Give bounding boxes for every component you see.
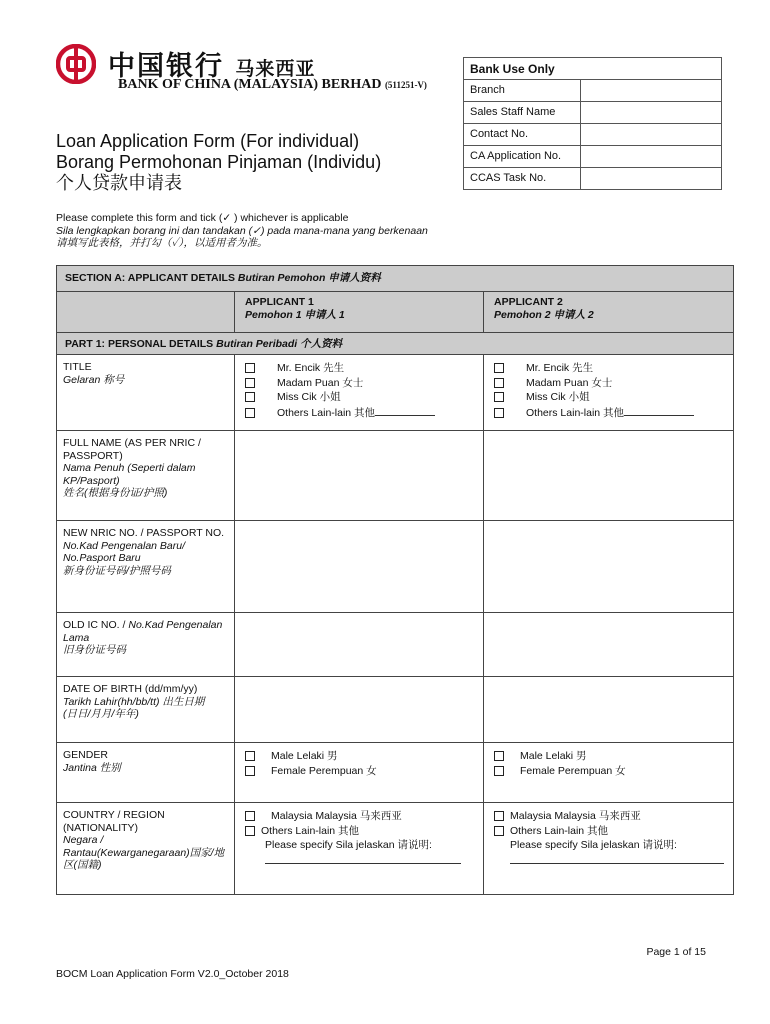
- others-line[interactable]: [375, 405, 435, 416]
- blank-header-cell: [57, 292, 235, 333]
- a2-dob-field[interactable]: [484, 677, 734, 743]
- checkbox-icon[interactable]: [494, 826, 504, 836]
- a2-country-others[interactable]: Others Lain-lain 其他: [494, 824, 727, 839]
- a1-title-miss[interactable]: Miss Cik 小姐: [245, 390, 477, 405]
- checkbox-icon[interactable]: [494, 363, 504, 373]
- branch-field[interactable]: [581, 80, 722, 102]
- a2-nric-field[interactable]: [484, 521, 734, 613]
- checkbox-icon[interactable]: [494, 378, 504, 388]
- a1-title-madam[interactable]: Madam Puan 女士: [245, 376, 477, 391]
- a2-gender-female[interactable]: Female Perempuan 女: [494, 764, 727, 779]
- a1-fullname-field[interactable]: [235, 431, 484, 521]
- a2-specify-line[interactable]: [510, 853, 724, 864]
- checkbox-icon[interactable]: [245, 408, 255, 418]
- bank-chinese-name: 中国银行 马来西亚: [108, 51, 316, 82]
- a1-gender-male[interactable]: Male Lelaki 男: [245, 749, 477, 764]
- a2-title-mr[interactable]: Mr. Encik 先生: [494, 361, 727, 376]
- fullname-label: FULL NAME (AS PER NRIC / PASSPORT) Nama Penuh (Seperti dalam KP/Pasport) 姓名(根据身份证/护照): [57, 431, 235, 521]
- a1-nric-field[interactable]: [235, 521, 484, 613]
- form-title: [56, 131, 381, 194]
- checkbox-icon[interactable]: [494, 392, 504, 402]
- ccas-task-label: CCAS Task No.: [464, 168, 581, 190]
- ca-application-label: CA Application No.: [464, 146, 581, 168]
- a1-country-malaysia[interactable]: Malaysia Malaysia 马来西亚: [245, 809, 477, 824]
- checkbox-icon[interactable]: [245, 811, 255, 821]
- sales-staff-field[interactable]: [581, 102, 722, 124]
- a1-gender-female[interactable]: Female Perempuan 女: [245, 764, 477, 779]
- applicant-details-table: [56, 265, 734, 895]
- checkbox-icon[interactable]: [494, 811, 504, 821]
- a1-country-others[interactable]: Others Lain-lain 其他: [245, 824, 477, 839]
- applicant1-header: APPLICANT 1 Pemohon 1 申请人 1: [235, 292, 484, 333]
- a1-dob-field[interactable]: [235, 677, 484, 743]
- country-label: COUNTRY / REGION (NATIONALITY) Negara / Rantau(Kewarganegaraan)国家/地区(国籍): [57, 803, 235, 895]
- oldic-label: OLD IC NO. / No.Kad Pengenalan Lama 旧身份证号码: [57, 613, 235, 677]
- a2-title-others[interactable]: Others Lain-lain 其他: [494, 405, 727, 421]
- checkbox-icon[interactable]: [245, 766, 255, 776]
- a1-gender-options: [235, 743, 484, 803]
- form-title-zh: 个人贷款申请表: [56, 173, 182, 193]
- a1-specify-label: Please specify Sila jelaskan 请说明:: [265, 839, 432, 851]
- instruction-zh: 请填写此表格，并打勾（✓），以适用者为准。: [56, 237, 268, 249]
- checkbox-icon[interactable]: [494, 751, 504, 761]
- title-label: TITLE Gelaran 称号: [57, 355, 235, 431]
- applicant2-header: APPLICANT 2 Pemohon 2 申请人 2: [484, 292, 734, 333]
- applicant1-title-options: [235, 355, 484, 431]
- a1-title-mr[interactable]: Mr. Encik 先生: [245, 361, 477, 376]
- bank-use-title: Bank Use Only: [464, 58, 722, 80]
- a1-country-options: [235, 803, 484, 895]
- checkbox-icon[interactable]: [245, 826, 255, 836]
- part1-header: PART 1: PERSONAL DETAILS Butiran Peribadi 个人资料: [57, 333, 734, 355]
- gender-label: GENDER Jantina 性别: [57, 743, 235, 803]
- checkbox-icon[interactable]: [245, 363, 255, 373]
- others-line[interactable]: [624, 405, 694, 416]
- a2-gender-male[interactable]: Male Lelaki 男: [494, 749, 727, 764]
- checkbox-icon[interactable]: [494, 408, 504, 418]
- bank-of-china-logo-icon: [56, 44, 96, 84]
- form-title-ms: Borang Permohonan Pinjaman (Individu): [56, 152, 382, 172]
- a2-country-malaysia[interactable]: Malaysia Malaysia 马来西亚: [494, 809, 727, 824]
- instruction-ms: Sila lengkapkan borang ini dan tandakan (✓) pada mana-mana yang berkenaan: [56, 224, 428, 237]
- document-version: BOCM Loan Application Form V2.0_October 2018: [56, 968, 289, 980]
- form-title-en: Loan Application Form (For individual): [56, 131, 360, 151]
- ccas-task-field[interactable]: [581, 168, 722, 190]
- a2-oldic-field[interactable]: [484, 613, 734, 677]
- section-a-header: SECTION A: APPLICANT DETAILS Butiran Pemohon 申请人资料: [57, 266, 734, 292]
- a2-gender-options: [484, 743, 734, 803]
- a1-specify-line[interactable]: [265, 853, 461, 864]
- checkbox-icon[interactable]: [494, 766, 504, 776]
- instructions: [56, 212, 428, 250]
- ca-application-field[interactable]: [581, 146, 722, 168]
- a2-fullname-field[interactable]: [484, 431, 734, 521]
- applicant2-title-options: [484, 355, 734, 431]
- a2-country-options: [484, 803, 734, 895]
- checkbox-icon[interactable]: [245, 751, 255, 761]
- bank-use-only-box: [463, 57, 722, 190]
- a2-title-miss[interactable]: Miss Cik 小姐: [494, 390, 727, 405]
- bank-english-name: BANK OF CHINA (MALAYSIA) BERHAD (511251-V): [118, 77, 427, 92]
- checkbox-icon[interactable]: [245, 392, 255, 402]
- a1-oldic-field[interactable]: [235, 613, 484, 677]
- instruction-en: Please complete this form and tick (✓ ) whichever is applicable: [56, 212, 349, 224]
- branch-label: Branch: [464, 80, 581, 102]
- checkbox-icon[interactable]: [245, 378, 255, 388]
- contact-no-label: Contact No.: [464, 124, 581, 146]
- a1-title-others[interactable]: Others Lain-lain 其他: [245, 405, 477, 421]
- sales-staff-label: Sales Staff Name: [464, 102, 581, 124]
- contact-no-field[interactable]: [581, 124, 722, 146]
- a2-title-madam[interactable]: Madam Puan 女士: [494, 376, 727, 391]
- nric-label: NEW NRIC NO. / PASSPORT NO. No.Kad Pengenalan Baru/ No.Pasport Baru 新身份证号码/护照号码: [57, 521, 235, 613]
- a2-specify-label: Please specify Sila jelaskan 请说明:: [510, 839, 677, 851]
- dob-label: DATE OF BIRTH (dd/mm/yy) Tarikh Lahir(hh/bb/tt) 出生日期 (日日/月月/年年): [57, 677, 235, 743]
- page-number: Page 1 of 15: [646, 946, 706, 958]
